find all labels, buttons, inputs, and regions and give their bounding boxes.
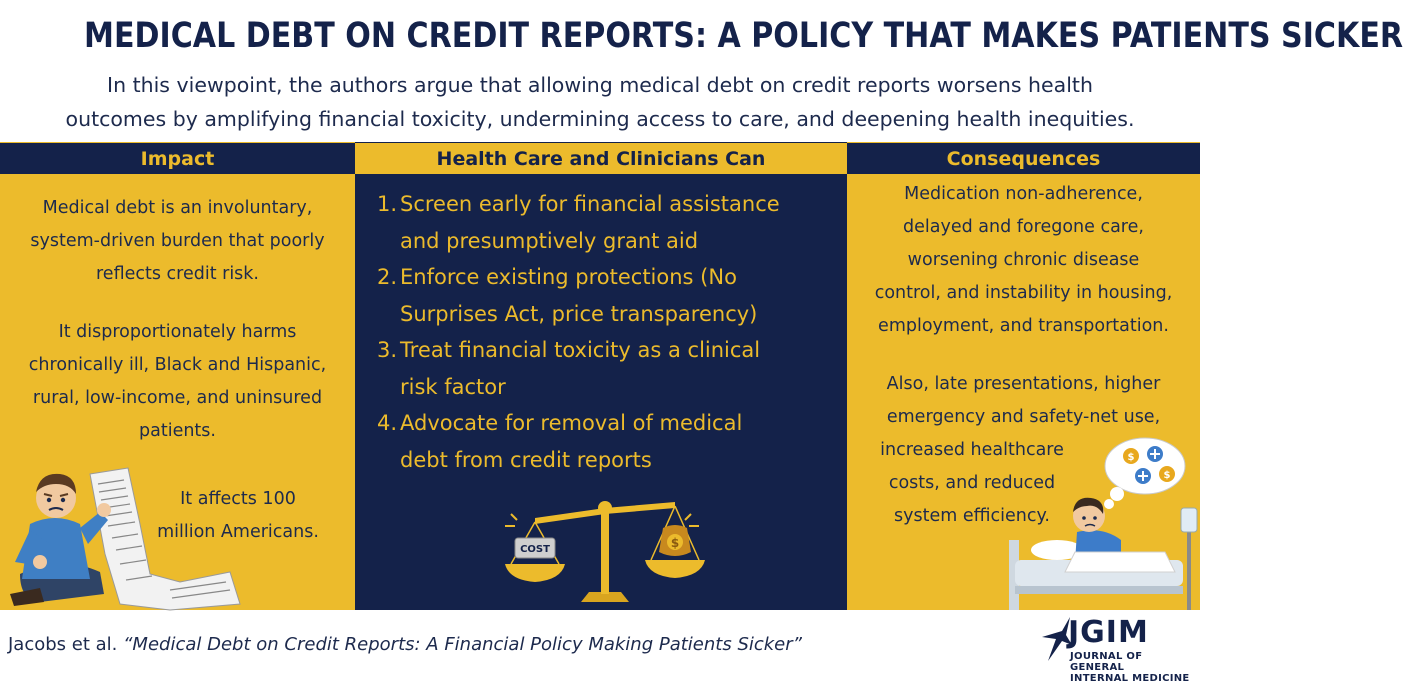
list-item [377, 405, 837, 478]
impact-paragraph-2 [0, 316, 355, 448]
list-text [400, 332, 837, 405]
text-line: Surprises Act, price transparency) [400, 301, 758, 326]
text-line: worsening chronic disease [907, 250, 1140, 270]
text-line: debt from credit reports [400, 447, 652, 472]
list-item [377, 332, 837, 405]
list-item [377, 259, 837, 332]
jgim-logo [1040, 615, 1190, 684]
list-item [377, 186, 837, 259]
actions-panel [355, 142, 847, 610]
text-line: reflects credit risk. [96, 264, 259, 284]
sick-patient-in-bed-illustration [1005, 432, 1200, 610]
list-number: 2. [377, 265, 398, 289]
consequences-paragraph-2-top [847, 368, 1200, 434]
consequences-paragraph-1 [847, 178, 1200, 343]
svg-text:$: $ [1163, 470, 1171, 481]
logo-subtitle [1070, 651, 1190, 684]
text-line: Medication non-adherence, [904, 184, 1143, 204]
list-number: 4. [377, 411, 398, 435]
consequences-heading: Consequences [847, 142, 1200, 174]
text-line: emergency and safety-net use, [886, 407, 1161, 427]
svg-text:$: $ [1127, 452, 1135, 463]
list-text [400, 405, 837, 478]
text-line: delayed and foregone care, [903, 217, 1144, 237]
list-number: 3. [377, 338, 398, 362]
text-line: Treat financial toxicity as a clinical [400, 338, 761, 362]
scale-cost-label: COST [520, 544, 550, 555]
list-number: 1. [377, 192, 398, 216]
text-line: increased healthcare [880, 440, 1064, 460]
text-line: control, and instability in housing, [874, 283, 1173, 303]
actions-list [377, 186, 837, 478]
text-line: It affects 100 [180, 489, 296, 509]
money-bag-label: $ [670, 536, 680, 550]
citation-authors: Jacobs et al. [8, 634, 124, 655]
citation [8, 634, 802, 655]
actions-heading: Health Care and Clinicians Can [355, 142, 847, 174]
text-line: system-driven burden that poorly [30, 231, 325, 251]
text-line: Screen early for financial assistance [400, 192, 780, 216]
summary-line-2: outcomes by amplifying financial toxicity, undermining access to care, and deepening health inequities. [65, 107, 1135, 131]
summary-line-1: In this viewpoint, the authors argue that allowing medical debt on credit reports worsens health [107, 73, 1093, 97]
text-line: rural, low-income, and uninsured [32, 388, 323, 408]
text-line: Advocate for removal of medical [400, 411, 743, 435]
text-line: employment, and transportation. [878, 316, 1169, 336]
list-text [400, 259, 837, 332]
consequences-panel [847, 142, 1200, 610]
impact-paragraph-1 [0, 192, 355, 291]
balance-scale-icon [495, 490, 715, 610]
text-line: Medical debt is an involuntary, [42, 198, 313, 218]
text-line: Enforce existing protections (No [400, 265, 737, 289]
text-line: Also, late presentations, higher [886, 374, 1161, 394]
stressed-man-with-bill-illustration [0, 454, 245, 610]
logo-subtitle-line: INTERNAL MEDICINE [1070, 673, 1190, 684]
impact-panel [0, 142, 355, 610]
list-text [400, 186, 837, 259]
text-line: costs, and reduced [888, 473, 1056, 493]
text-line: million Americans. [157, 522, 319, 542]
text-line: system efficiency. [894, 506, 1050, 526]
impact-heading: Impact [0, 142, 355, 174]
summary [10, 68, 1190, 136]
text-line: patients. [139, 421, 216, 441]
text-line: chronically ill, Black and Hispanic, [28, 355, 327, 375]
citation-title: “Medical Debt on Credit Reports: A Financial Policy Making Patients Sicker” [123, 634, 802, 655]
text-line: It disproportionately harms [58, 322, 297, 342]
logo-subtitle-line: JOURNAL OF GENERAL [1070, 651, 1143, 673]
logo-wordmark: JGIM [1068, 615, 1149, 650]
page-title: MEDICAL DEBT ON CREDIT REPORTS: A POLICY THAT MAKES PATIENTS SICKER [84, 16, 1403, 56]
text-line: risk factor [400, 374, 506, 399]
text-line: and presumptively grant aid [400, 228, 699, 253]
